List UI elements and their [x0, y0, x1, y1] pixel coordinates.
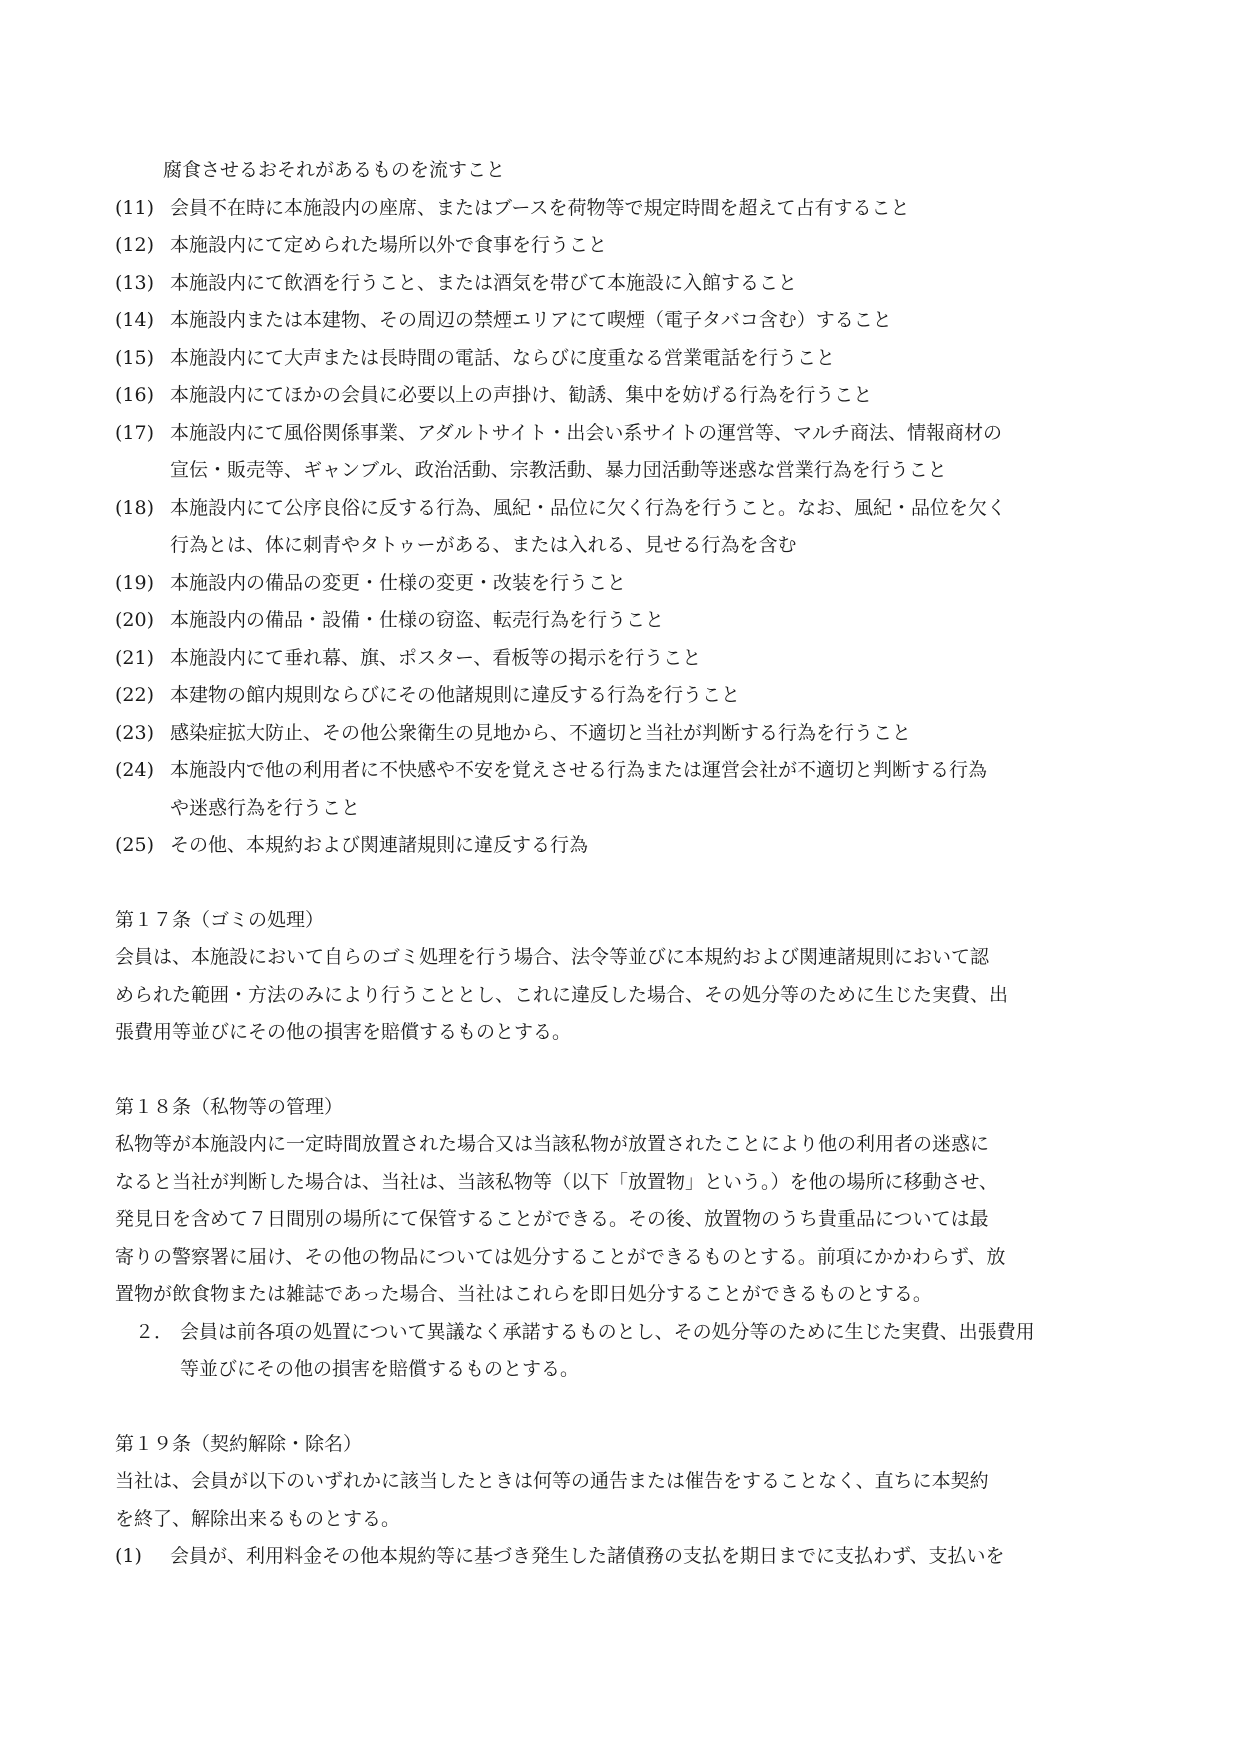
list-item	[115, 340, 1135, 378]
article-18-line: 発見日を含めて７日間別の場所にて保管することができる。その後、放置物のうち貴重品については最	[115, 1208, 989, 1230]
prohibited-acts-list	[115, 190, 1135, 865]
item-number: (21)	[115, 646, 155, 669]
list-item	[115, 490, 1135, 565]
continuation-line: 腐食させるおそれがあるものを流すこと	[163, 159, 506, 181]
article-19-item-1	[115, 1538, 1135, 1576]
article-19	[115, 1426, 1135, 1576]
item-number: (11)	[115, 196, 155, 219]
item-text: 本施設内の備品・設備・仕様の窃盗、転売行為を行うこと	[170, 609, 665, 631]
list-item	[115, 827, 1135, 865]
clause-line: 会員は前各項の処置について異議なく承諾するものとし、その処分等のために生じた実費、出張費用	[180, 1320, 1035, 1343]
item-text: 本施設内にて垂れ幕、旗、ポスター、看板等の掲示を行うこと	[170, 646, 702, 669]
item-number: (25)	[115, 834, 155, 856]
list-item	[115, 565, 1135, 603]
list-item	[115, 265, 1135, 303]
item-number: (18)	[115, 496, 155, 519]
article-19-heading: 第１９条（契約解除・除名）	[115, 1432, 363, 1455]
item-number: (12)	[115, 234, 155, 256]
list-item	[115, 377, 1135, 415]
item-number: (24)	[115, 759, 155, 781]
item-text: 本建物の館内規則ならびにその他諸規則に違反する行為を行うこと	[170, 684, 741, 706]
list-item	[115, 190, 1135, 228]
item-number: (15)	[115, 346, 155, 369]
item-number: (14)	[115, 309, 155, 331]
item-number: (22)	[115, 684, 155, 706]
item-number: (13)	[115, 271, 155, 294]
list-item	[115, 715, 1135, 753]
item-text: や迷惑行為を行うこと	[170, 796, 361, 819]
article-19-line: を終了、解除出来るものとする。	[115, 1507, 401, 1530]
item-text: 会員が、利用料金その他本規約等に基づき発生した諸債務の支払を期日までに支払わず、支払いを	[170, 1545, 1005, 1567]
item-text: 行為とは、体に刺青やタトゥーがある、または入れる、見せる行為を含む	[170, 534, 797, 556]
article-18-line: 寄りの警察署に届け、その他の物品については処分することができるものとする。前項にかかわらず、放	[115, 1245, 1006, 1268]
item-text: 本施設内にて定められた場所以外で食事を行うこと	[170, 234, 608, 256]
clause-number: ２．	[135, 1320, 174, 1343]
item-text: その他、本規約および関連諸規則に違反する行為	[170, 834, 589, 856]
item-number: (1)	[115, 1545, 142, 1567]
article-17-line: 張費用等並びにその他の損害を賠償するものとする。	[115, 1021, 572, 1043]
article-17-line: 会員は、本施設において自らのゴミ処理を行う場合、法令等並びに本規約および関連諸規則において認	[115, 946, 990, 968]
item-number: (19)	[115, 571, 155, 594]
item-text: 宣伝・販売等、ギャンブル、政治活動、宗教活動、暴力団活動等迷惑な営業行為を行うこと	[170, 459, 947, 481]
article-17-line: められた範囲・方法のみにより行うこととし、これに違反した場合、その処分等のために生じた実費、出	[115, 983, 1009, 1006]
article-18-line: 置物が飲食物または雑誌であった場合、当社はこれらを即日処分することができるものとする。	[115, 1283, 932, 1305]
item-text: 本施設内の備品の変更・仕様の変更・改装を行うこと	[170, 571, 627, 594]
item-number: (16)	[115, 384, 155, 406]
item-text: 感染症拡大防止、その他公衆衛生の見地から、不適切と当社が判断する行為を行うこと	[170, 721, 912, 744]
article-18	[115, 1089, 1135, 1389]
list-item	[115, 227, 1135, 265]
list-item	[115, 752, 1135, 827]
item-text: 本施設内にて大声または長時間の電話、ならびに度重なる営業電話を行うこと	[170, 346, 836, 369]
item-number: (20)	[115, 609, 155, 631]
item-text: 会員不在時に本施設内の座席、またはブースを荷物等で規定時間を超えて占有すること	[170, 196, 910, 219]
article-18-clause-2	[115, 1314, 1135, 1389]
list-item	[115, 302, 1135, 340]
item-text: 本施設内にて風俗関係事業、アダルトサイト・出会い系サイトの運営等、マルチ商法、情報商材の	[170, 421, 1003, 444]
list-item	[115, 602, 1135, 640]
item-text: 本施設内または本建物、その周辺の禁煙エリアにて喫煙（電子タバコ含む）すること	[170, 309, 892, 331]
item-text: 本施設内にてほかの会員に必要以上の声掛け、勧誘、集中を妨げる行為を行うこと	[170, 384, 873, 406]
item-number: (23)	[115, 721, 155, 744]
article-18-heading: 第１８条（私物等の管理）	[115, 1095, 344, 1118]
article-17	[115, 902, 1135, 1052]
list-item	[115, 640, 1135, 678]
item-number: (17)	[115, 421, 155, 444]
document-body	[115, 152, 1135, 1576]
item-text: 本施設内で他の利用者に不快感や不安を覚えさせる行為または運営会社が不適切と判断する行為	[170, 759, 988, 781]
item-text: 本施設内にて公序良俗に反する行為、風紀・品位に欠く行為を行うこと。なお、風紀・品位を欠く	[170, 496, 1007, 519]
article-18-line: なると当社が判断した場合は、当社は、当該私物等（以下「放置物」という。）を他の場所に移動させ、	[115, 1170, 998, 1193]
list-item	[115, 415, 1135, 490]
clause-line: 等並びにその他の損害を賠償するものとする。	[180, 1358, 580, 1380]
item-text: 本施設内にて飲酒を行うこと、または酒気を帯びて本施設に入館すること	[170, 271, 798, 294]
list-item	[115, 677, 1135, 715]
article-17-heading: 第１７条（ゴミの処理）	[115, 908, 325, 931]
article-18-line: 私物等が本施設内に一定時間放置された場合又は当該私物が放置されたことにより他の利用者の迷惑に	[115, 1133, 990, 1155]
article-19-line: 当社は、会員が以下のいずれかに該当したときは何等の通告または催告をすることなく、直ちに本契約	[115, 1470, 989, 1492]
